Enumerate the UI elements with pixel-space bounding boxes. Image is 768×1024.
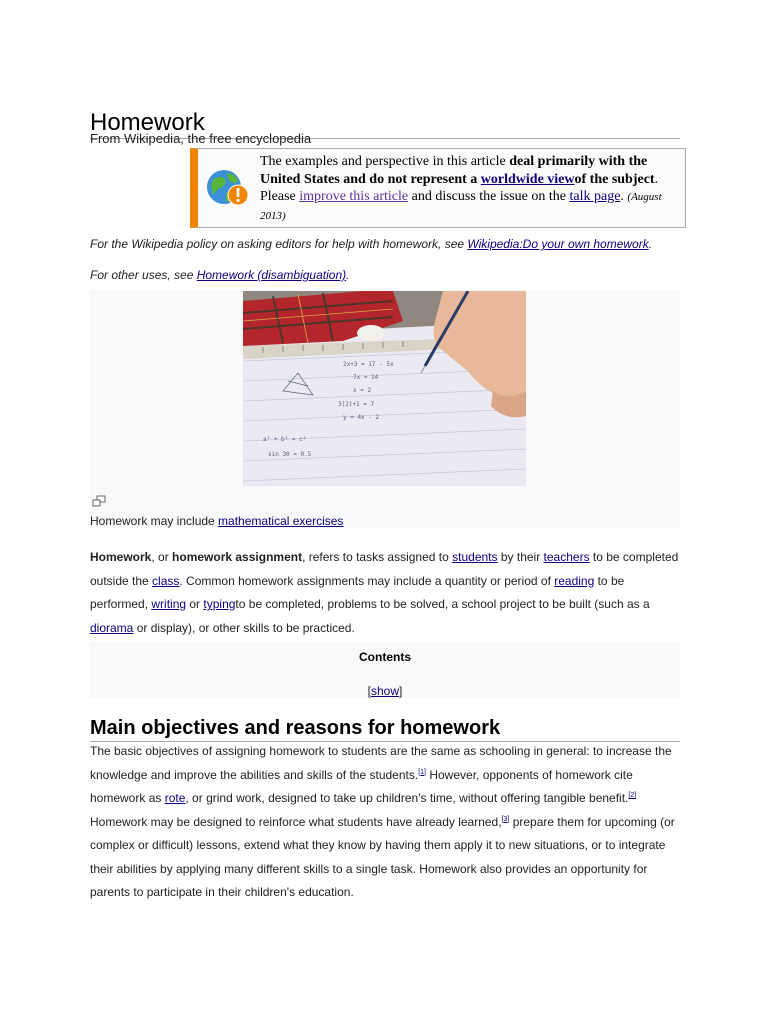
intro-text-1: , or: [151, 550, 173, 564]
notice-bold-text: deal primarily with the United States and do not represent a: [260, 154, 648, 187]
enlarge-icon[interactable]: [92, 495, 106, 507]
intro-text-2: , refers to tasks assigned to: [302, 550, 453, 564]
toc-title: Contents: [359, 650, 411, 664]
svg-text:3(2)+1 = 7: 3(2)+1 = 7: [338, 401, 375, 408]
objectives-text-5: prepare them for upcoming (or complex or difficult) lessons, extend what they know by having them apply it to new situations, or to integrate their abilities by applying many different skills to a single task. Homework also provides an opportunity for parents to participate in their children's education.: [90, 814, 675, 899]
thumbnail-figure: [90, 290, 680, 528]
toc-bracket-close: ]: [399, 684, 403, 698]
intro-text-8: to be completed, problems to be solved, a school project to be built (such as a: [235, 597, 650, 611]
reference-1-link[interactable]: [1]: [418, 768, 426, 776]
reference-3-link[interactable]: [3]: [501, 815, 510, 823]
caption-text: Homework may include: [90, 514, 219, 528]
table-of-contents: [90, 642, 680, 698]
page-title: Homework: [90, 109, 680, 139]
disambiguation-hatnote-suffix: .: [346, 268, 350, 282]
intro-paragraph: [90, 546, 680, 640]
intro-bold-assignment: homework assignment: [172, 550, 303, 564]
teachers-link[interactable]: teachers: [543, 550, 590, 564]
reading-link[interactable]: reading: [554, 573, 595, 588]
worldwide-view-link[interactable]: worldwide view: [480, 171, 575, 187]
figure-caption: [90, 514, 343, 528]
improve-article-link[interactable]: improve this article: [299, 189, 409, 204]
toc-bracket-open: [: [367, 684, 371, 698]
students-link[interactable]: students: [452, 550, 498, 564]
intro-text-3: by their: [497, 550, 544, 564]
toc-show-link[interactable]: show: [370, 684, 399, 698]
globalize-notice: [190, 148, 686, 228]
rote-link[interactable]: rote: [164, 791, 186, 805]
notice-message: [260, 153, 670, 225]
notice-bold-text-2: of the subject: [574, 171, 655, 187]
notice-text-3: and discuss the issue on the: [408, 189, 570, 204]
intro-text-7: or: [186, 597, 204, 611]
mathematical-exercises-link[interactable]: mathematical exercises: [218, 514, 344, 528]
writing-link[interactable]: writing: [151, 597, 187, 611]
intro-bold-homework: Homework: [90, 550, 152, 564]
toc-toggle: [90, 684, 680, 698]
reference-2-link[interactable]: [2]: [628, 792, 637, 799]
objectives-text-2: However, opponents of homework cite homework as: [90, 767, 633, 805]
policy-hatnote: [90, 237, 652, 251]
do-your-own-homework-link[interactable]: Wikipedia:Do your own homework: [467, 237, 649, 251]
objectives-paragraph: [90, 740, 680, 905]
notice-text-4: .: [620, 189, 628, 204]
notice-text-2: . Please: [260, 171, 659, 204]
typing-link[interactable]: typing: [203, 597, 236, 611]
diorama-link[interactable]: diorama: [90, 620, 134, 635]
intro-text-6: to be performed,: [90, 573, 625, 611]
objectives-text-3: , or grind work, designed to take up children's time, without offering tangible benefit.: [185, 791, 629, 805]
objectives-text-4: Homework may be designed to reinforce what students have already learned,: [90, 814, 502, 829]
homework-photo[interactable]: [243, 291, 526, 486]
svg-text:7x = 14: 7x = 14: [353, 374, 379, 381]
disambiguation-hatnote: [90, 268, 349, 282]
homework-disambiguation-link[interactable]: Homework (disambiguation): [196, 268, 347, 282]
policy-hatnote-suffix: .: [648, 237, 653, 251]
globe-warning-icon: [206, 167, 250, 207]
svg-text:2x+3 = 17 - 5x: 2x+3 = 17 - 5x: [343, 361, 394, 368]
intro-text-5: . Common homework assignments may include a quantity or period of: [179, 573, 555, 588]
svg-text:a² + b² = c²: a² + b² = c²: [263, 436, 307, 443]
svg-text:x = 2: x = 2: [353, 387, 372, 394]
notice-text: The examples and perspective in this article: [260, 154, 510, 169]
disambiguation-hatnote-text: For other uses, see: [90, 268, 197, 282]
talk-page-link[interactable]: talk page: [569, 189, 621, 204]
site-tagline: From Wikipedia, the free encyclopedia: [90, 131, 312, 146]
svg-text:sin 30 = 0.5: sin 30 = 0.5: [268, 451, 312, 458]
intro-text-4: to be completed outside the: [90, 550, 679, 588]
intro-text-9: or display), or other skills to be practiced.: [133, 620, 355, 635]
class-link[interactable]: class: [152, 573, 180, 588]
svg-text:y = 4x - 2: y = 4x - 2: [343, 414, 380, 421]
notice-date: (August 2013): [260, 191, 662, 222]
policy-hatnote-text: For the Wikipedia policy on asking editors for help with homework, see: [90, 237, 468, 251]
section-heading-objectives: Main objectives and reasons for homework: [90, 716, 680, 742]
objectives-text-1: The basic objectives of assigning homework to students are the same as schooling in general: to increase the knowledge and improve the abilities and skills of the students.: [90, 744, 672, 782]
